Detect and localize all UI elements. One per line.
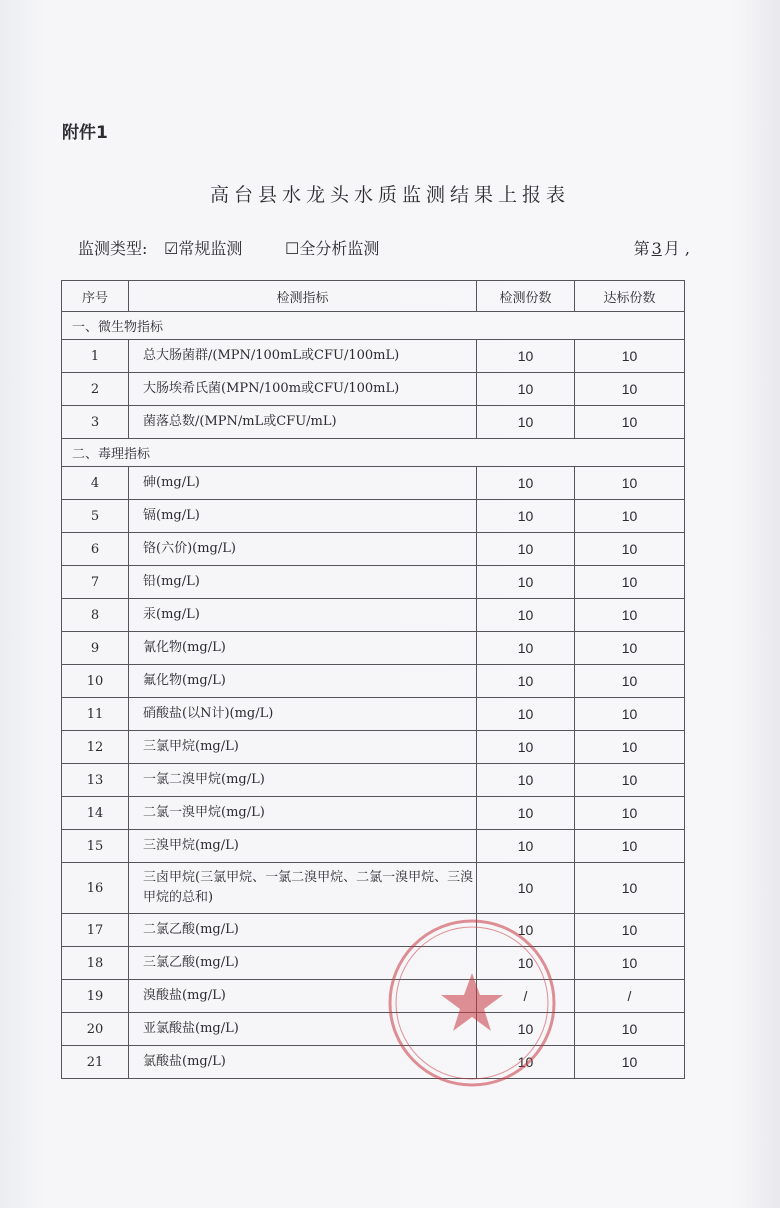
- month-prefix: 第: [633, 239, 650, 258]
- table-row: [62, 980, 685, 1013]
- table-row: [62, 1013, 685, 1046]
- indicator-name: 二氯一溴甲烷(mg/L): [129, 797, 477, 830]
- monitoring-type-line: [78, 236, 690, 260]
- month-value: 3: [651, 239, 662, 258]
- tested-count: 10: [477, 914, 575, 947]
- section-row: [62, 439, 685, 467]
- table-row: [62, 698, 685, 731]
- passed-count: 10: [575, 1013, 685, 1046]
- indicator-name: 三氯甲烷(mg/L): [129, 731, 477, 764]
- row-number: 7: [62, 566, 129, 599]
- tested-count: 10: [477, 665, 575, 698]
- table-row: [62, 467, 685, 500]
- month-field: [634, 236, 690, 259]
- row-number: 10: [62, 665, 129, 698]
- passed-count: 10: [575, 406, 685, 439]
- row-number: 13: [62, 764, 129, 797]
- table-row: [62, 665, 685, 698]
- tested-count: 10: [477, 863, 575, 914]
- tested-count: 10: [477, 500, 575, 533]
- table-row: [62, 797, 685, 830]
- row-number: 16: [62, 863, 129, 914]
- tested-count: 10: [477, 1046, 575, 1079]
- tested-count: 10: [477, 599, 575, 632]
- row-number: 2: [62, 373, 129, 406]
- table-body: [62, 312, 685, 1079]
- table-row: [62, 632, 685, 665]
- full-analysis-checkbox: ☐: [285, 239, 300, 258]
- passed-count: 10: [575, 1046, 685, 1079]
- passed-count: 10: [575, 914, 685, 947]
- row-number: 6: [62, 533, 129, 566]
- passed-count: 10: [575, 797, 685, 830]
- tested-count: 10: [477, 764, 575, 797]
- tested-count: 10: [477, 797, 575, 830]
- row-number: 5: [62, 500, 129, 533]
- indicator-name: 砷(mg/L): [129, 467, 477, 500]
- indicator-name: 亚氯酸盐(mg/L): [129, 1013, 477, 1046]
- indicator-name: 硝酸盐(以N计)(mg/L): [129, 698, 477, 731]
- column-header-indicator: 检测指标: [129, 281, 477, 312]
- indicator-name: 一氯二溴甲烷(mg/L): [129, 764, 477, 797]
- attachment-label: 附件1: [62, 123, 108, 143]
- table-row: [62, 764, 685, 797]
- table-row: [62, 914, 685, 947]
- row-number: 19: [62, 980, 129, 1013]
- indicator-name: 大肠埃希氏菌(MPN/100m或CFU/100mL): [129, 373, 477, 406]
- passed-count: 10: [575, 340, 685, 373]
- table-row: [62, 599, 685, 632]
- tested-count: 10: [477, 340, 575, 373]
- indicator-name: 总大肠菌群/(MPN/100mL或CFU/100mL): [129, 340, 477, 373]
- passed-count: 10: [575, 500, 685, 533]
- table-row: [62, 731, 685, 764]
- tested-count: 10: [477, 632, 575, 665]
- row-number: 1: [62, 340, 129, 373]
- table-row: [62, 830, 685, 863]
- row-number: 14: [62, 797, 129, 830]
- passed-count: 10: [575, 566, 685, 599]
- row-number: 3: [62, 406, 129, 439]
- tested-count: 10: [477, 731, 575, 764]
- passed-count: 10: [575, 830, 685, 863]
- passed-count: 10: [575, 947, 685, 980]
- tested-count: /: [477, 980, 575, 1013]
- row-number: 15: [62, 830, 129, 863]
- passed-count: 10: [575, 599, 685, 632]
- passed-count: 10: [575, 632, 685, 665]
- table-row: [62, 406, 685, 439]
- tested-count: 10: [477, 830, 575, 863]
- table-row: [62, 500, 685, 533]
- tested-count: 10: [477, 533, 575, 566]
- column-header-no: 序号: [62, 281, 129, 312]
- indicator-name: 菌落总数/(MPN/mL或CFU/mL): [129, 406, 477, 439]
- row-number: 12: [62, 731, 129, 764]
- indicator-name: 铅(mg/L): [129, 566, 477, 599]
- routine-option: [164, 236, 242, 259]
- row-number: 8: [62, 599, 129, 632]
- tested-count: 10: [477, 947, 575, 980]
- section-title: 一、微生物指标: [62, 312, 685, 340]
- passed-count: 10: [575, 698, 685, 731]
- monitoring-type-label: 监测类型:: [78, 239, 148, 258]
- table-row: [62, 947, 685, 980]
- passed-count: 10: [575, 665, 685, 698]
- tested-count: 10: [477, 406, 575, 439]
- tested-count: 10: [477, 566, 575, 599]
- table-row: [62, 533, 685, 566]
- table-row: [62, 863, 685, 914]
- month-suffix: 月 ,: [663, 239, 690, 258]
- table-row: [62, 340, 685, 373]
- indicator-name: 汞(mg/L): [129, 599, 477, 632]
- full-analysis-label: 全分析监测: [299, 239, 380, 258]
- passed-count: 10: [575, 373, 685, 406]
- row-number: 18: [62, 947, 129, 980]
- indicator-name: 铬(六价)(mg/L): [129, 533, 477, 566]
- routine-checkbox: ☑: [164, 239, 179, 258]
- table-row: [62, 1046, 685, 1079]
- full-analysis-option: [285, 236, 379, 259]
- passed-count: 10: [575, 764, 685, 797]
- table-header-row: [62, 281, 685, 312]
- table-row: [62, 373, 685, 406]
- indicator-name: 氰化物(mg/L): [129, 632, 477, 665]
- tested-count: 10: [477, 467, 575, 500]
- passed-count: /: [575, 980, 685, 1013]
- tested-count: 10: [477, 698, 575, 731]
- indicator-name: 镉(mg/L): [129, 500, 477, 533]
- indicator-name: 二氯乙酸(mg/L): [129, 914, 477, 947]
- column-header-passed: 达标份数: [575, 281, 685, 312]
- passed-count: 10: [575, 731, 685, 764]
- results-table: [61, 280, 685, 1079]
- tested-count: 10: [477, 1013, 575, 1046]
- routine-label: 常规监测: [178, 239, 243, 258]
- passed-count: 10: [575, 533, 685, 566]
- section-title: 二、毒理指标: [62, 439, 685, 467]
- document-title: 高台县水龙头水质监测结果上报表: [209, 184, 570, 206]
- indicator-name: 氟化物(mg/L): [129, 665, 477, 698]
- row-number: 11: [62, 698, 129, 731]
- indicator-name: 氯酸盐(mg/L): [129, 1046, 477, 1079]
- row-number: 20: [62, 1013, 129, 1046]
- row-number: 9: [62, 632, 129, 665]
- indicator-name: 三卤甲烷(三氯甲烷、一氯二溴甲烷、二氯一溴甲烷、三溴甲烷的总和): [129, 863, 477, 914]
- section-row: [62, 312, 685, 340]
- row-number: 4: [62, 467, 129, 500]
- row-number: 21: [62, 1046, 129, 1079]
- table-row: [62, 566, 685, 599]
- indicator-name: 溴酸盐(mg/L): [129, 980, 477, 1013]
- tested-count: 10: [477, 373, 575, 406]
- passed-count: 10: [575, 467, 685, 500]
- indicator-name: 三溴甲烷(mg/L): [129, 830, 477, 863]
- indicator-name: 三氯乙酸(mg/L): [129, 947, 477, 980]
- passed-count: 10: [575, 863, 685, 914]
- row-number: 17: [62, 914, 129, 947]
- column-header-tested: 检测份数: [477, 281, 575, 312]
